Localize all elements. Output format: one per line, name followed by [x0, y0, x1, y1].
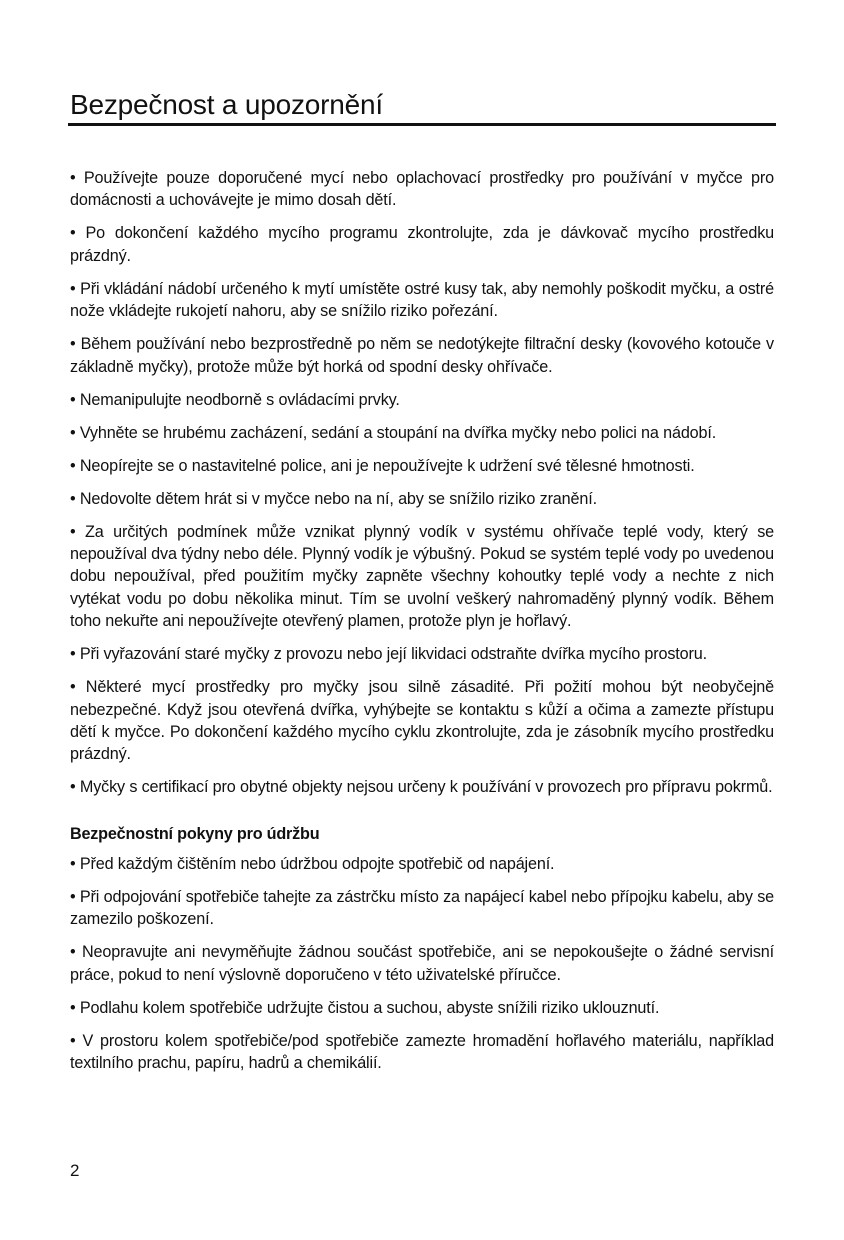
safety-bullet-paragraph: • Některé mycí prostředky pro myčky jsou silně zásadité. Při požití mohou být neobyčejně nebezpečné. Když jsou otevřená dvířka, vyhýbejte se kontaktu s kůží a očima a zamezte přístupu dětí k myčce. Po dokončení každého mycího cyklu zkontrolujte, zda je zásobník mycího prostředku prázdný.	[70, 678, 774, 764]
maintenance-bullet-paragraph: • Před každým čištěním nebo údržbou odpojte spotřebič od napájení.	[70, 854, 555, 873]
safety-bullet-paragraph: • Nemanipulujte neodborně s ovládacími prvky.	[70, 390, 400, 409]
safety-bullet-paragraph: • Při vyřazování staré myčky z provozu nebo její likvidaci odstraňte dvířka mycího prostoru.	[70, 645, 707, 664]
safety-bullet-paragraph: • Při vkládání nádobí určeného k mytí umístěte ostré kusy tak, aby nemohly poškodit myčku, a ostré nože vkládejte rukojetí nahoru, aby se snížilo riziko pořezání.	[70, 279, 774, 321]
maintenance-section-heading: Bezpečnostní pokyny pro údržbu	[70, 824, 320, 843]
maintenance-bullet-paragraph: • V prostoru kolem spotřebiče/pod spotřebiče zamezte hromadění hořlavého materiálu, například textilního prachu, papíru, hadrů a chemikálií.	[70, 1031, 774, 1073]
safety-bullet-paragraph: • Neopírejte se o nastavitelné police, ani je nepoužívejte k udržení své tělesné hmotnosti.	[70, 456, 695, 475]
safety-bullet-paragraph: • Vyhněte se hrubému zacházení, sedání a stoupání na dvířka myčky nebo polici na nádobí.	[70, 423, 717, 442]
safety-bullet-paragraph: • Za určitých podmínek může vznikat plynný vodík v systému ohřívače teplé vody, který se nepoužíval dva týdny nebo déle. Plynný vodík je výbušný. Pokud se systém teplé vody po uvedenou dobu nepoužíval, před použitím myčky zapněte všechny kohoutky teplé vody a nechte z nich vytékat vodu po dobu několika minut. Tím se uvolní veškerý nahromaděný plynný vodík. Během toho nekuřte ani nepoužívejte otevřený plamen, protože plyn je hořlavý.	[70, 522, 774, 631]
document-body	[70, 167, 774, 1085]
maintenance-bullet-paragraph: • Při odpojování spotřebiče tahejte za zástrčku místo za napájecí kabel nebo přípojku kabelu, aby se zamezilo poškození.	[70, 887, 774, 929]
title-underline-divider	[68, 123, 776, 126]
safety-bullet-paragraph: • Po dokončení každého mycího programu zkontrolujte, zda je dávkovač mycího prostředku prázdný.	[70, 224, 774, 265]
safety-bullet-paragraph: • Během používání nebo bezprostředně po něm se nedotýkejte filtrační desky (kovového kotouče v základně myčky), protože může být horká od spodní desky ohřívače.	[70, 335, 774, 376]
safety-bullet-paragraph: • Používejte pouze doporučené mycí nebo oplachovací prostředky pro používání v myčce pro domácnosti a uchovávejte je mimo dosah dětí.	[70, 169, 774, 210]
safety-bullet-paragraph: • Myčky s certifikací pro obytné objekty nejsou určeny k používání v provozech pro přípravu pokrmů.	[70, 778, 773, 797]
page-number: 2	[70, 1161, 80, 1180]
maintenance-bullet-paragraph: • Neopravujte ani nevyměňujte žádnou součást spotřebiče, ani se nepokoušejte o žádné servisní práce, pokud to není výslovně doporučeno v této uživatelské příručce.	[70, 943, 774, 984]
page-title: Bezpečnost a upozornění	[70, 89, 383, 120]
maintenance-bullet-paragraph: • Podlahu kolem spotřebiče udržujte čistou a suchou, abyste snížili riziko uklouznutí.	[70, 998, 660, 1017]
safety-bullet-paragraph: • Nedovolte dětem hrát si v myčce nebo na ní, aby se snížilo riziko zranění.	[70, 489, 597, 508]
